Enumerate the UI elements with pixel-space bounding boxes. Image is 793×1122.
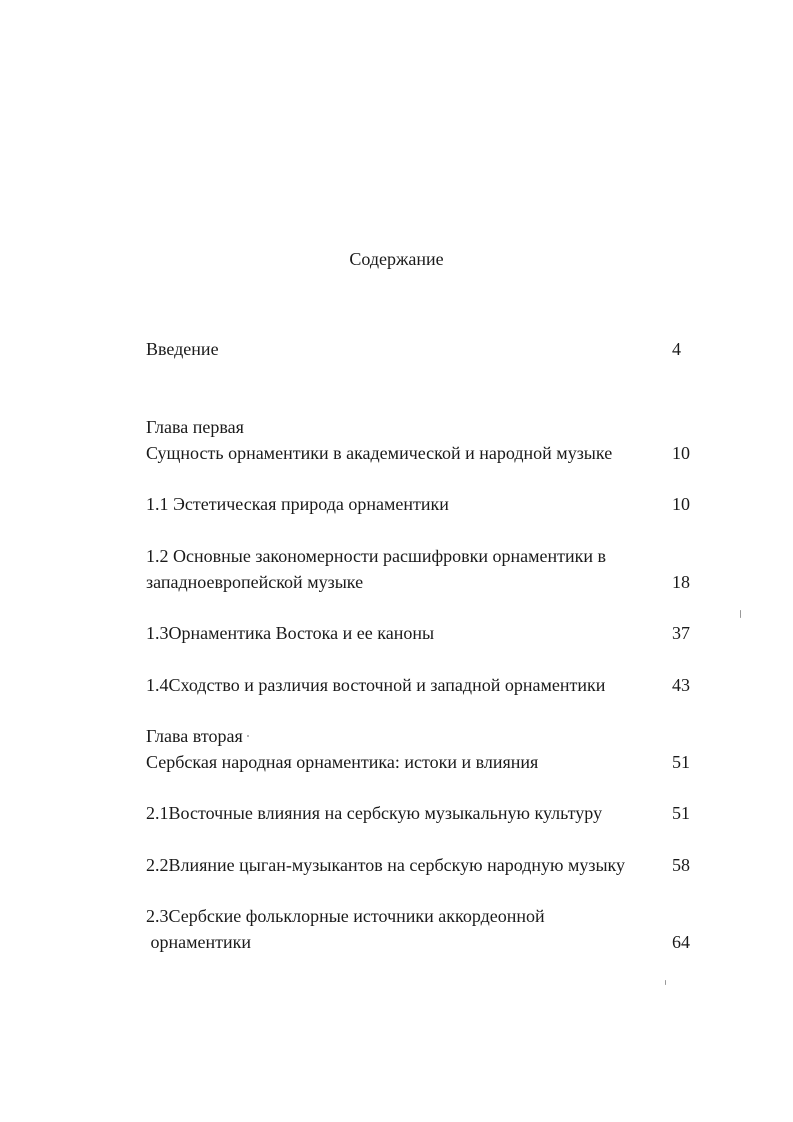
toc-page-2-3: 64 (672, 932, 690, 952)
toc-page-1-4: 43 (672, 675, 690, 695)
toc-entry-2-2: 2.2Влияние цыган-музыкантов на сербскую народную музыку (146, 855, 626, 875)
toc-entry-intro: Введение (146, 339, 219, 359)
toc-entry-2-3-line2: орнаментики (146, 932, 252, 952)
toc-entry-chapter-two: Сербская народная орнаментика: истоки и влияния (146, 752, 539, 772)
toc-page-intro: 4 (672, 339, 681, 359)
scan-speck (665, 980, 666, 985)
scan-speck (247, 735, 249, 737)
chapter-one-heading: Глава первая (146, 417, 244, 437)
toc-entry-chapter-one: Сущность орнаментики в академической и народной музыке (146, 443, 613, 463)
toc-entry-2-1: 2.1Восточные влияния на сербскую музыкальную культуру (146, 803, 603, 823)
toc-page-chapter-two: 51 (672, 752, 690, 772)
toc-entry-1-2-line1: 1.2 Основные закономерности расшифровки орнаментики в (146, 546, 607, 566)
toc-page-2-2: 58 (672, 855, 690, 875)
toc-entry-2-3-line1: 2.3Сербские фольклорные источники аккордеонной (146, 906, 545, 926)
toc-page-1-1: 10 (672, 494, 690, 514)
toc-page-1-2: 18 (672, 572, 690, 592)
toc-entry-1-4: 1.4Сходство и различия восточной и западной орнаментики (146, 675, 606, 695)
page-title: Содержание (349, 249, 444, 269)
scan-speck (740, 610, 741, 618)
toc-entry-1-3: 1.3Орнаментика Востока и ее каноны (146, 623, 435, 643)
toc-page-1-3: 37 (672, 623, 690, 643)
toc-page-2-1: 51 (672, 803, 690, 823)
toc-entry-1-2-line2: западноевропейской музыке (146, 572, 364, 592)
chapter-two-heading: Глава вторая (146, 726, 243, 746)
toc-page-chapter-one: 10 (672, 443, 690, 463)
toc-entry-1-1: 1.1 Эстетическая природа орнаментики (146, 494, 449, 514)
